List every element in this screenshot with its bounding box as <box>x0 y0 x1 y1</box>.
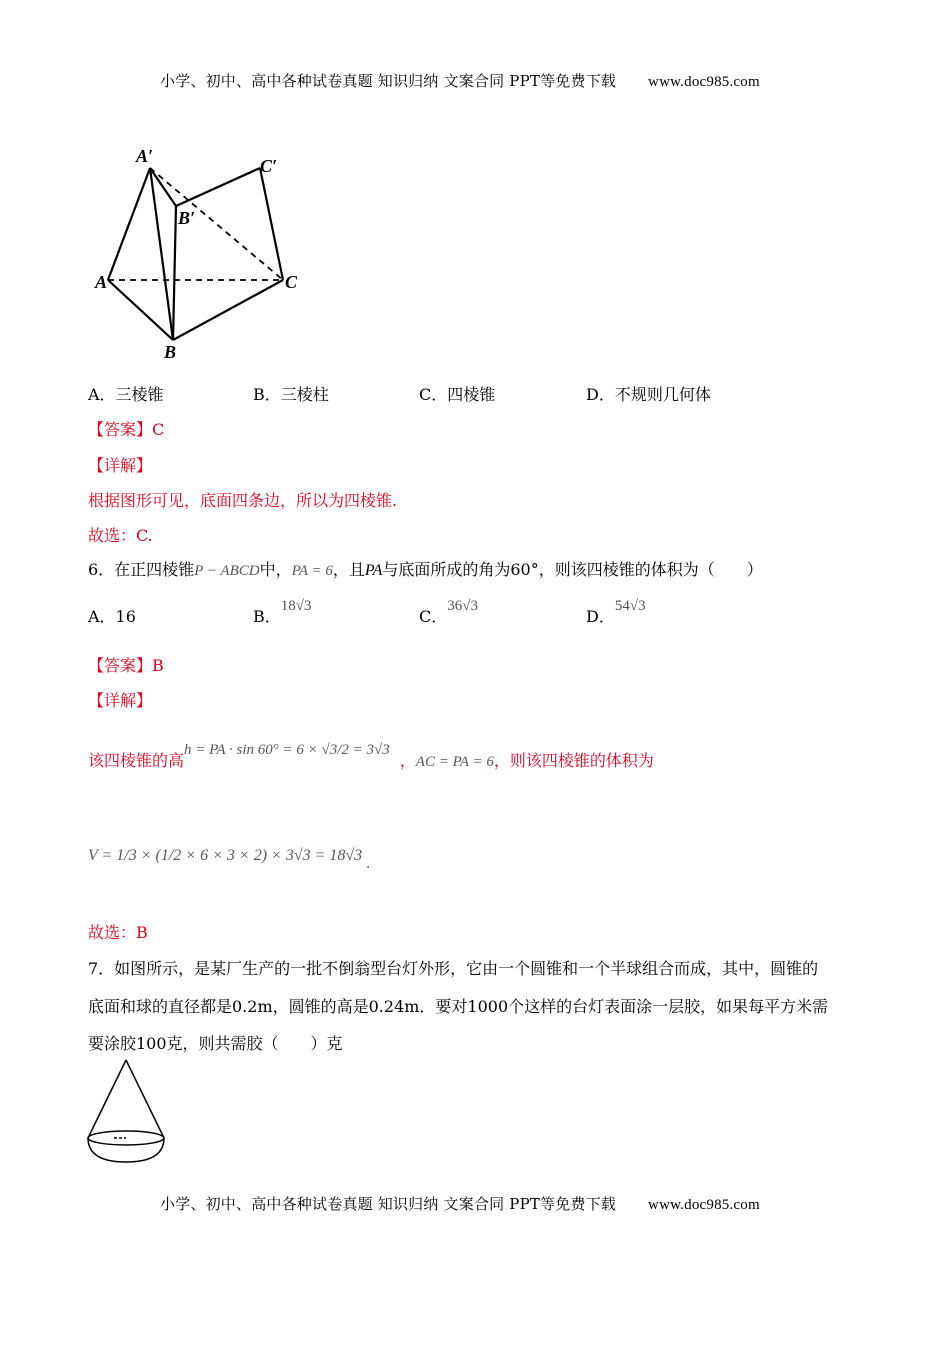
q5-answer-label: 【答案】 <box>88 420 153 439</box>
q7-line2: 底面和球的直径都是0.2m，圆锥的高是0.24m．要对1000个这样的台灯表面涂一层胶，如果每平方米需 <box>88 997 829 1016</box>
label-a-prime: A′ <box>136 146 154 166</box>
q6-answer-label: 【答案】 <box>88 656 153 675</box>
label-a: A <box>95 272 108 292</box>
q5-option-a[interactable]: A．三棱锥 <box>88 385 164 404</box>
label-c-prime: C′ <box>260 156 278 176</box>
q6-answer-value: B <box>152 656 164 675</box>
q6-line1-mid: ， <box>399 751 416 770</box>
q6-volume-formula: V = 1/3 × (1/2 × 6 × 3 × 2) × 3√3 = 18√3 <box>88 847 363 864</box>
page-footer <box>160 1193 760 1214</box>
q6-conclusion: 故选：B <box>88 923 148 942</box>
q5-detail-label: 【详解】 <box>88 456 153 475</box>
q6-num: 6．在正四棱锥 <box>88 560 195 579</box>
q6-option-c-value: 36√3 <box>447 598 478 614</box>
q5-answer-value: C <box>152 420 165 439</box>
lamp-figure <box>84 1058 168 1168</box>
footer-text: 小学、初中、高中各种试卷真题 知识归纳 文案合同 PPT等免费下载 <box>160 1195 617 1213</box>
header-url[interactable]: www.doc985.com <box>648 74 760 90</box>
q6-mid1: 中， <box>259 560 292 579</box>
q6-mid2: ，且 <box>332 560 365 579</box>
q6-line1-suffix: ，则该四棱锥的体积为 <box>493 751 654 770</box>
q6-detail-line2 <box>88 845 371 872</box>
q6-option-d-value: 54√3 <box>614 598 646 614</box>
q6-ac-formula: AC = PA = 6 <box>415 754 494 770</box>
q6-stem <box>88 557 763 580</box>
q6-detail-line1 <box>88 742 654 771</box>
q5-answer <box>88 417 164 440</box>
q6-option-d-label: D． <box>586 607 615 626</box>
q6-answer <box>88 653 164 676</box>
q6-pa: PA = 6 <box>291 563 333 579</box>
q6-pyramid: P − ABCD <box>194 563 260 579</box>
q6-rest: 与底面所成的角为60°，则该四棱锥的体积为（ ） <box>382 560 763 579</box>
q6-option-b[interactable] <box>253 598 312 627</box>
q6-line1-prefix: 该四棱锥的高 <box>88 751 185 770</box>
q6-option-d[interactable] <box>586 598 646 627</box>
q6-option-b-value: 18√3 <box>280 598 312 614</box>
label-b-prime: B′ <box>178 208 196 228</box>
q6-line2-end: . <box>366 855 371 872</box>
q5-option-d[interactable]: D．不规则几何体 <box>586 385 711 404</box>
q5-conclusion: 故选：C. <box>88 526 153 545</box>
q5-option-c[interactable]: C．四棱锥 <box>419 385 496 404</box>
q6-pa2: PA <box>364 562 383 579</box>
q5-option-b[interactable]: B．三棱柱 <box>253 385 329 404</box>
q7-line3: 要涂胶100克，则共需胶（ ）克 <box>88 1034 343 1053</box>
q6-option-c-label: C． <box>419 607 448 626</box>
header-text: 小学、初中、高中各种试卷真题 知识归纳 文案合同 PPT等免费下载 <box>160 72 617 90</box>
prism-figure <box>88 140 318 370</box>
q6-option-a[interactable]: A．16 <box>88 607 136 626</box>
page-header <box>160 70 760 91</box>
q6-height-formula: h = PA · sin 60° = 6 × √3/2 = 3√3 <box>184 742 390 758</box>
q5-detail: 根据图形可见，底面四条边，所以为四棱锥. <box>88 491 398 510</box>
label-c: C <box>285 272 298 292</box>
q7-line1: 7．如图所示，是某厂生产的一批不倒翁型台灯外形，它由一个圆锥和一个半球组合而成，其中，圆锥的 <box>88 959 819 978</box>
q6-detail-label: 【详解】 <box>88 691 153 710</box>
footer-url[interactable]: www.doc985.com <box>648 1197 760 1213</box>
q6-option-b-label: B． <box>253 607 281 626</box>
label-b: B <box>164 342 177 362</box>
q6-option-c[interactable] <box>419 598 478 627</box>
